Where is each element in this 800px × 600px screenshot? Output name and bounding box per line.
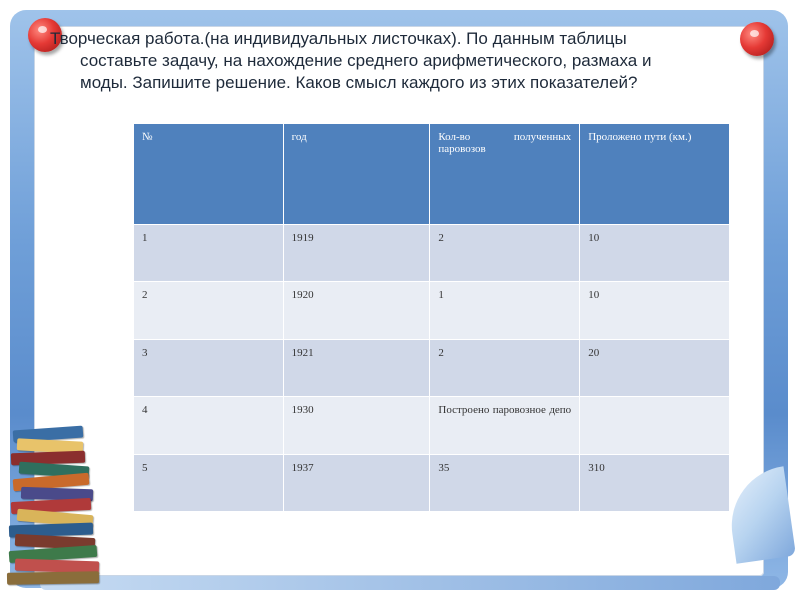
slide-title bbox=[50, 28, 750, 94]
table-row bbox=[134, 339, 730, 396]
cell-locomotives: Построено паровозное депо bbox=[430, 397, 580, 454]
cell-number: 5 bbox=[134, 454, 284, 511]
header-locomotives: Кол-во полученных паровозов bbox=[430, 124, 580, 225]
title-line-2: составьте задачу, на нахождение среднего арифметического, размаха и bbox=[80, 51, 652, 70]
table-row bbox=[134, 225, 730, 282]
cell-year: 1919 bbox=[283, 225, 430, 282]
cell-track: 20 bbox=[580, 339, 730, 396]
table-header-row bbox=[134, 124, 730, 225]
title-line-1: Творческая работа.(на индивидуальных листочках). По данным таблицы bbox=[50, 29, 627, 48]
header-number: № bbox=[134, 124, 284, 225]
cell-number: 3 bbox=[134, 339, 284, 396]
header-year: год bbox=[283, 124, 430, 225]
books-stack-icon bbox=[5, 420, 115, 600]
cell-year: 1937 bbox=[283, 454, 430, 511]
title-line-3: моды. Запишите решение. Каков смысл каждого из этих показателей? bbox=[80, 73, 638, 92]
cell-year: 1921 bbox=[283, 339, 430, 396]
cell-number: 4 bbox=[134, 397, 284, 454]
cell-year: 1930 bbox=[283, 397, 430, 454]
cell-track: 10 bbox=[580, 225, 730, 282]
table-row bbox=[134, 397, 730, 454]
frame-bottom-band bbox=[40, 576, 780, 590]
table-row bbox=[134, 282, 730, 339]
cell-locomotives: 35 bbox=[430, 454, 580, 511]
cell-track bbox=[580, 397, 730, 454]
header-track-km: Проложено пути (км.) bbox=[580, 124, 730, 225]
cell-locomotives: 2 bbox=[430, 339, 580, 396]
cell-track: 10 bbox=[580, 282, 730, 339]
cell-locomotives: 2 bbox=[430, 225, 580, 282]
cell-number: 2 bbox=[134, 282, 284, 339]
table-row bbox=[134, 454, 730, 511]
cell-year: 1920 bbox=[283, 282, 430, 339]
cell-locomotives: 1 bbox=[430, 282, 580, 339]
cell-number: 1 bbox=[134, 225, 284, 282]
data-table bbox=[133, 123, 730, 512]
cell-track: 310 bbox=[580, 454, 730, 511]
